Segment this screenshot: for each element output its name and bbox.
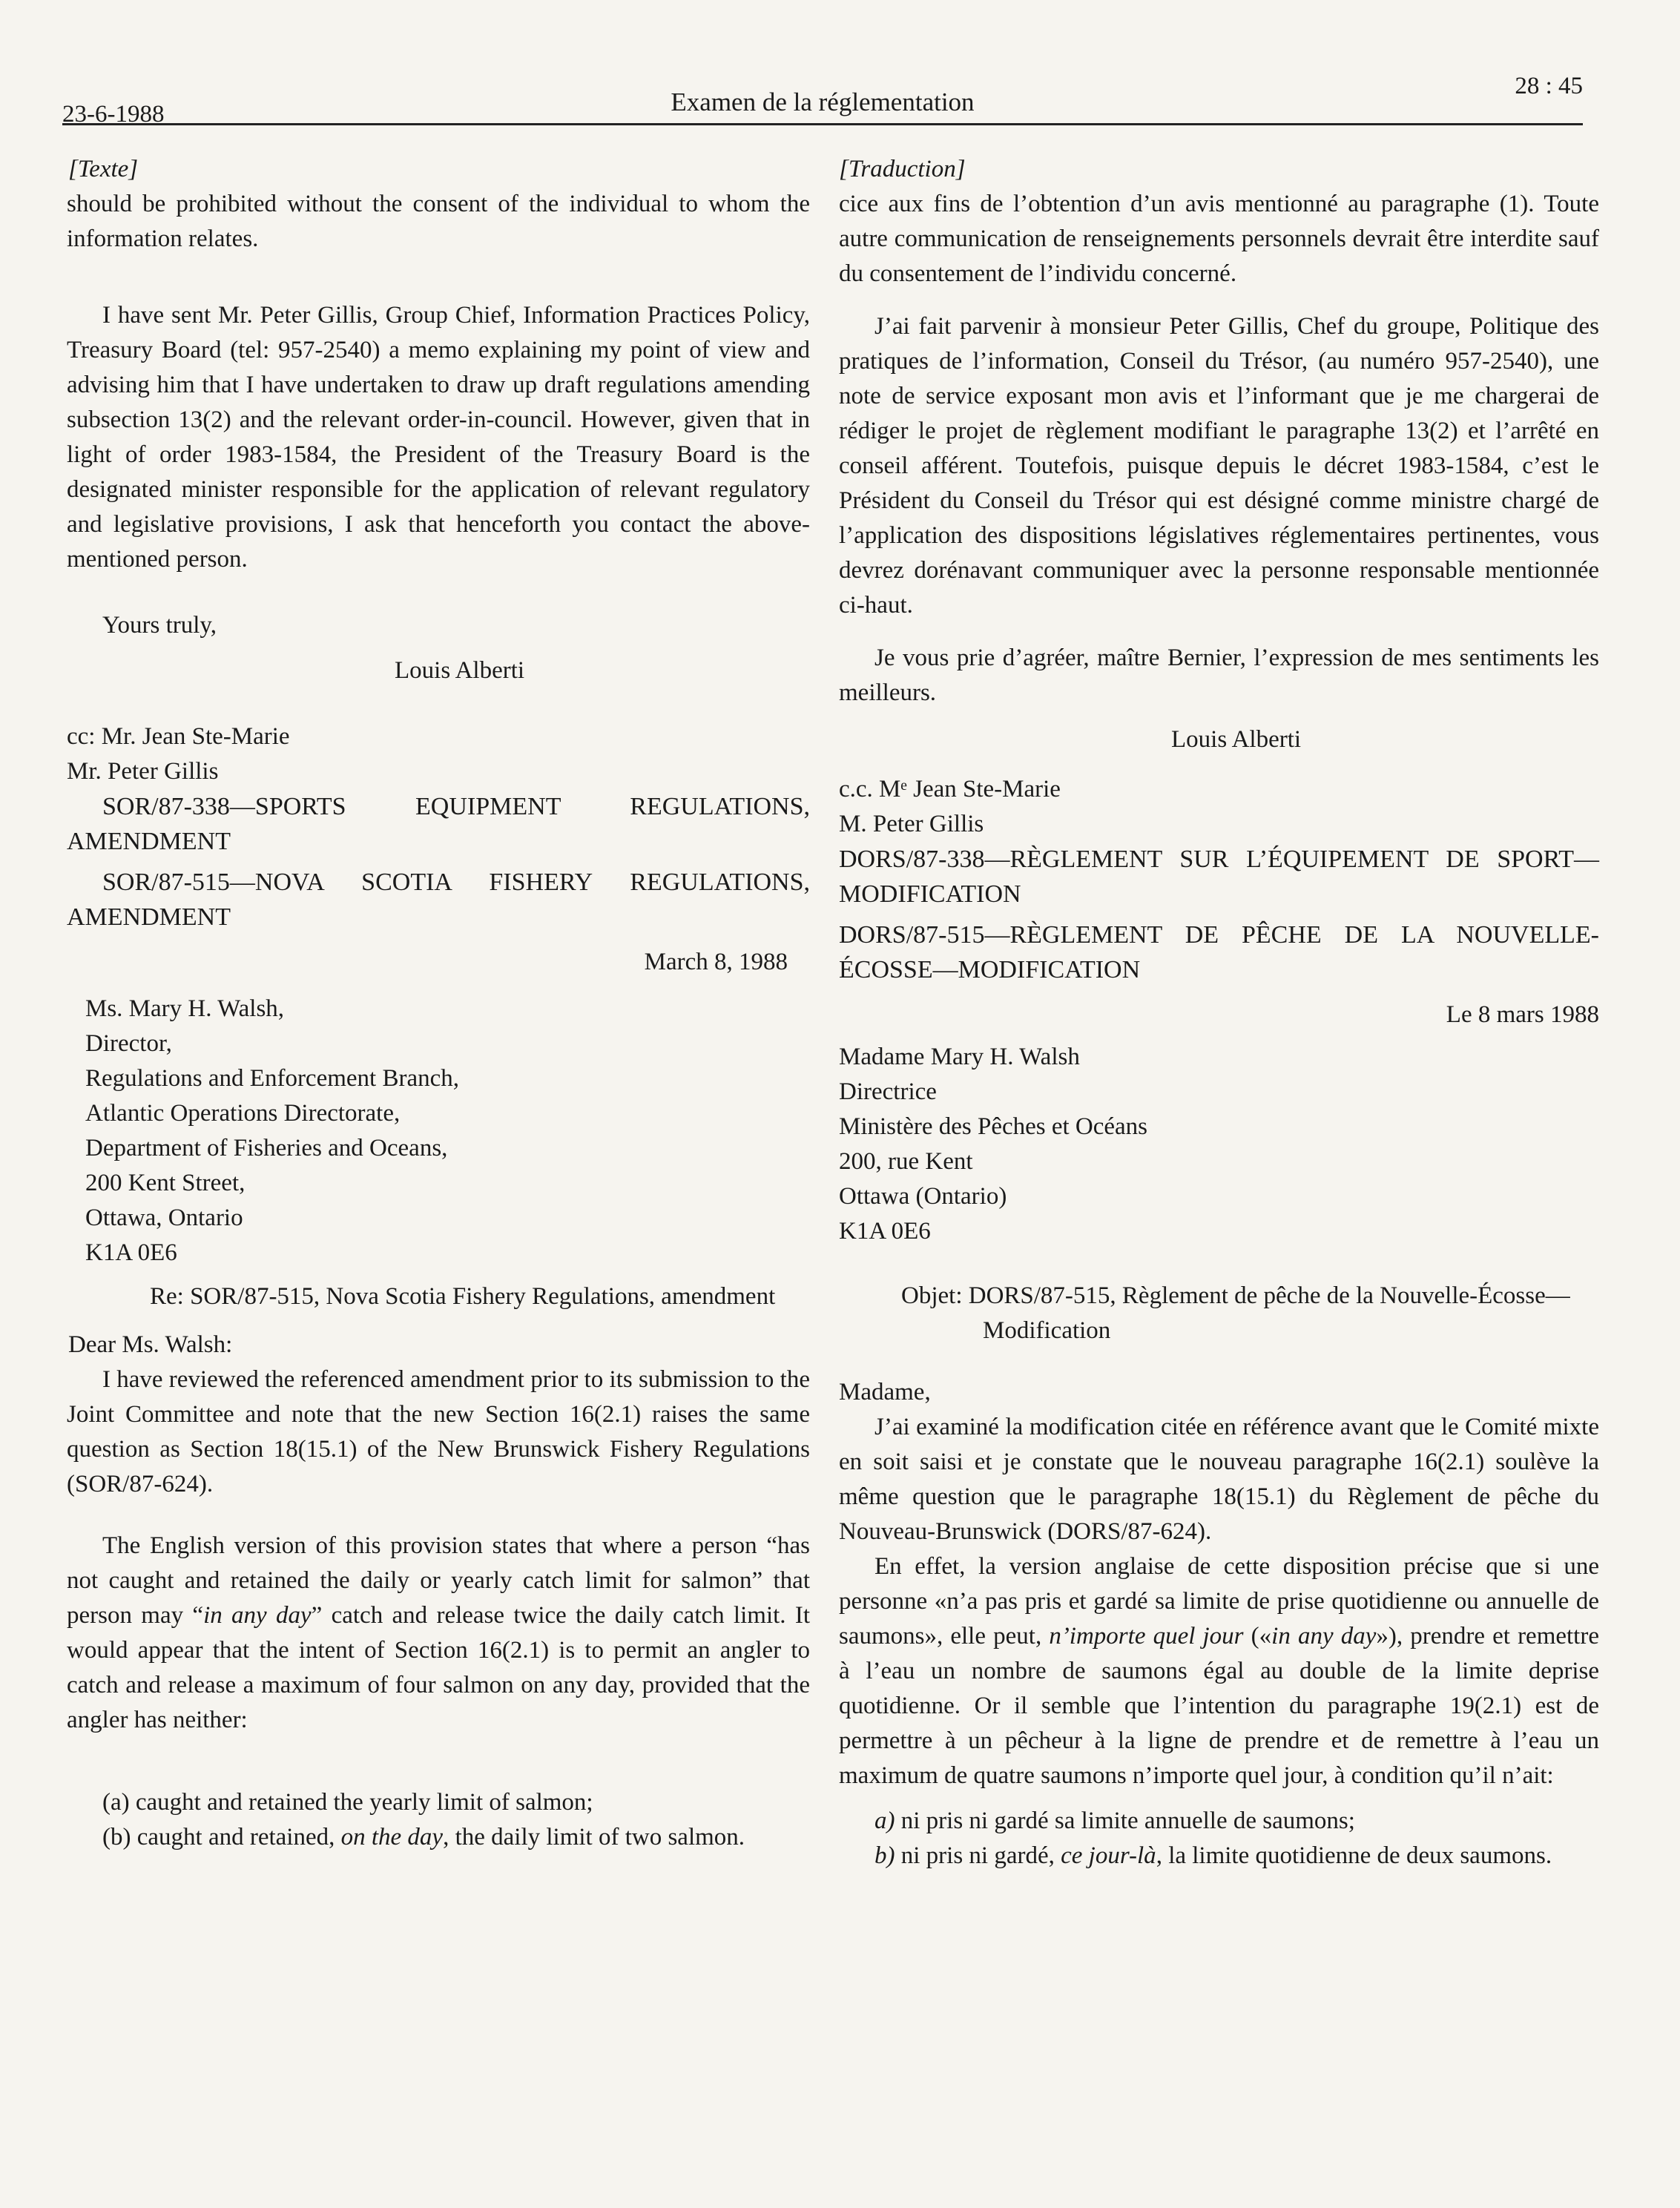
address-line: Department of Fisheries and Oceans, [85, 1135, 448, 1161]
english-column [67, 152, 810, 1855]
signature: Louis Alberti [1171, 726, 1302, 753]
address-line: K1A 0E6 [839, 1218, 931, 1245]
address-line: 200, rue Kent [839, 1148, 973, 1175]
text-tag: [Texte] [68, 156, 139, 182]
signature: Louis Alberti [395, 657, 525, 684]
cc-line: c.c. Mᵉ Jean Ste-Marie [839, 776, 1061, 803]
list-item-a: a) ni pris ni gardé sa limite annuelle de saumons; [874, 1807, 1355, 1834]
letter-date: March 8, 1988 [644, 949, 788, 975]
header-date: 23-6-1988 [62, 101, 165, 128]
address-line: Madame Mary H. Walsh [839, 1044, 1080, 1070]
section-heading: SOR/87-338—SPORTS EQUIPMENT REGULATIONS, AMENDMENT [67, 793, 810, 855]
paragraph: I have reviewed the referenced amendment prior to its submission to the Joint Committee and note that the new Section 16(2.1) raises the same question as Section 18(15.1) of the New Brunswick Fishery Regulations (SOR/87-624). [67, 1366, 810, 1497]
salutation: Dear Ms. Walsh: [68, 1331, 233, 1358]
address-line: Ottawa, Ontario [85, 1204, 243, 1231]
french-column [839, 152, 1599, 1873]
section-heading: DORS/87-515—RÈGLEMENT DE PÊCHE DE LA NOUVELLE-ÉCOSSE—MODIFICATION [839, 921, 1599, 983]
paragraph: cice aux fins de l’obtention d’un avis mentionné au paragraphe (1). Toute autre communication de renseignements personnels devrait être interdite sauf du consentement de l’individu concerné. [839, 191, 1599, 287]
paragraph: J’ai examiné la modification citée en référence avant que le Comité mixte en soit saisi et je constate que le nouveau paragraphe 16(2.1) soulève la même question que le paragraphe 18(15.1) du Règlement de pêche du Nouveau-Brunswick (DORS/87-624). [839, 1414, 1599, 1545]
page-header [62, 71, 1583, 128]
address-line: K1A 0E6 [85, 1239, 177, 1266]
address-line: 200 Kent Street, [85, 1170, 246, 1196]
address-line: Ms. Mary H. Walsh, [85, 995, 285, 1022]
list-item-b: b) ni pris ni gardé, ce jour-là, la limite quotidienne de deux saumons. [874, 1842, 1552, 1869]
paragraph: I have sent Mr. Peter Gillis, Group Chief, Information Practices Policy, Treasury Board (tel: 957-2540) a memo explaining my point of view and advising him that I have undertaken to draw up draft regulations amending subsection 13(2) and the relevant order-in-council. However, given that in light of order 1983-1584, the President of the Treasury Board is the designated minister responsible for the application of relevant regulatory and legislative provisions, I ask that henceforth you contact the above-mentioned person. [67, 302, 810, 573]
address-line: Ottawa (Ontario) [839, 1183, 1007, 1210]
address-line: Regulations and Enforcement Branch, [85, 1065, 460, 1092]
address-line: Director, [85, 1030, 172, 1057]
objet-line: Objet: DORS/87-515, Règlement de pêche de la Nouvelle-Écosse—Modification [901, 1282, 1570, 1344]
paragraph: En effet, la version anglaise de cette disposition précise que si une personne «n’a pas pris et gardé sa limite de prise quotidienne ou annuelle de saumons», elle peut, n’importe quel jour («in any day»), prendre et remettre à l’eau un nombre de saumons égal au double de la limite deprise quotidienne. Or il semble que l’intention du paragraphe 19(2.1) est de permettre à un pêcheur à la ligne de prendre et de remettre à l’eau un maximum de quatre saumons n’importe quel jour, à condition qu’il n’ait: [839, 1553, 1599, 1789]
header-title: Examen de la réglementation [671, 88, 975, 116]
page-number: 28 : 45 [1515, 73, 1583, 99]
paragraph: should be prohibited without the consent of the individual to whom the information relates. [67, 191, 810, 252]
cc-line: Mr. Peter Gillis [67, 758, 219, 785]
list-item-b: (b) caught and retained, on the day, the daily limit of two salmon. [102, 1824, 745, 1851]
paragraph: The English version of this provision states that where a person “has not caught and retained the daily or yearly catch limit for salmon” that person may “in any day” catch and release twice the daily catch limit. It would appear that the intent of Section 16(2.1) is to permit an angler to catch and release a maximum of four salmon on any day, provided that the angler has neither: [67, 1532, 810, 1733]
letter-date: Le 8 mars 1988 [1446, 1001, 1599, 1028]
paragraph: Je vous prie d’agréer, maître Bernier, l’expression de mes sentiments les meilleurs. [839, 645, 1599, 706]
translation-tag: [Traduction] [839, 156, 966, 182]
salutation: Madame, [839, 1379, 931, 1405]
section-heading: SOR/87-515—NOVA SCOTIA FISHERY REGULATIONS, AMENDMENT [67, 869, 810, 931]
paragraph: J’ai fait parvenir à monsieur Peter Gillis, Chef du groupe, Politique des pratiques de l’information, Conseil du Trésor, (au numéro 957-2540), une note de service exposant mon avis et l’informant que je me chargerai de rédiger le projet de règlement modifiant le paragraphe 13(2) et l’arrêté en conseil afférent. Toutefois, puisque depuis le décret 1983-1584, c’est le Président du Conseil du Trésor qui est désigné comme ministre chargé de l’application des dispositions législatives réglementaires pertinentes, vous devrez dorénavant communiquer avec la personne responsable mentionnée ci-haut. [839, 313, 1599, 619]
address-block [839, 1040, 1599, 1249]
list-item-a: (a) caught and retained the yearly limit of salmon; [102, 1789, 593, 1816]
address-line: Directrice [839, 1078, 937, 1105]
address-line: Atlantic Operations Directorate, [85, 1100, 401, 1127]
cc-line: M. Peter Gillis [839, 811, 984, 837]
closing: Yours truly, [102, 612, 217, 639]
address-line: Ministère des Pêches et Océans [839, 1113, 1148, 1140]
cc-line: cc: Mr. Jean Ste-Marie [67, 723, 290, 750]
re-line: Re: SOR/87-515, Nova Scotia Fishery Regulations, amendment [150, 1283, 776, 1310]
address-block [85, 992, 810, 1271]
section-heading: DORS/87-338—RÈGLEMENT SUR L’ÉQUIPEMENT DE SPORT—MODIFICATION [839, 846, 1599, 908]
